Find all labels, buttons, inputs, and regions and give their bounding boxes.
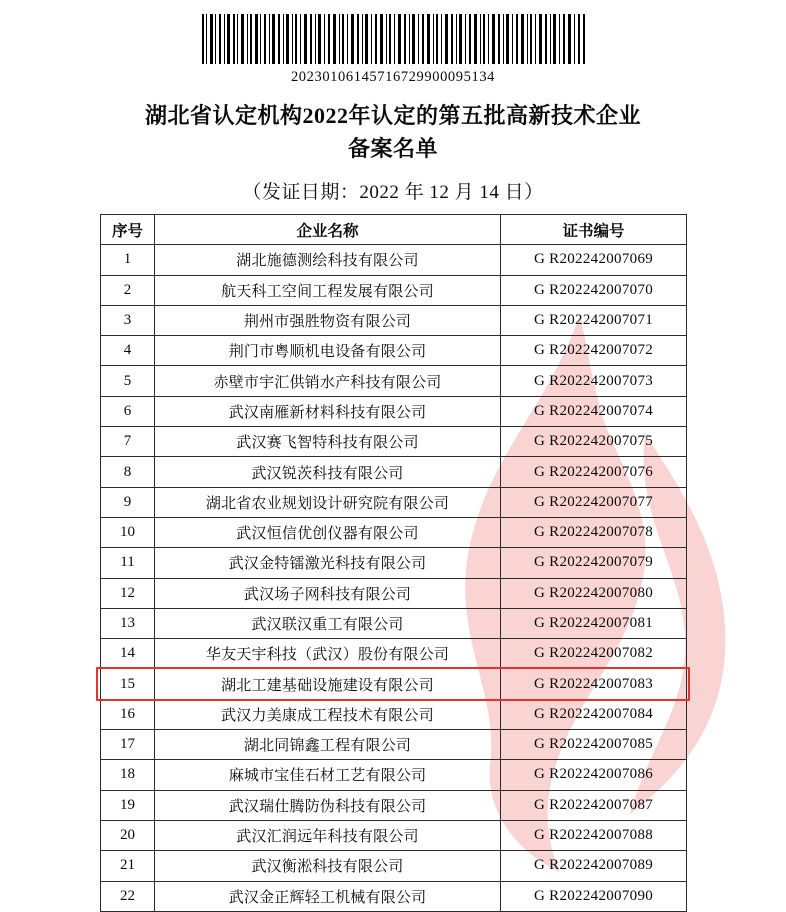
certificate-number-cell: G R202242007085 (501, 730, 687, 760)
enterprise-name-cell: 武汉力美康成工程技术有限公司 (155, 699, 501, 729)
enterprise-name-cell: 华友天宇科技（武汉）股份有限公司 (155, 639, 501, 669)
certificate-number-cell: G R202242007077 (501, 487, 687, 517)
row-index-cell: 3 (101, 305, 155, 335)
enterprise-name-cell: 武汉金特镭激光科技有限公司 (155, 548, 501, 578)
document-page (0, 14, 786, 909)
table-row (101, 245, 687, 275)
certificate-number-cell: G R202242007082 (501, 639, 687, 669)
column-header-certificate-number: 证书编号 (501, 215, 687, 245)
certificate-number-cell: G R202242007079 (501, 548, 687, 578)
row-index-cell: 7 (101, 427, 155, 457)
table-row (101, 881, 687, 911)
table-row (101, 275, 687, 305)
row-index-cell: 10 (101, 517, 155, 547)
certificate-number-cell: G R202242007076 (501, 457, 687, 487)
table-row (101, 730, 687, 760)
row-index-cell: 13 (101, 608, 155, 638)
enterprise-listing-table (100, 214, 687, 912)
enterprise-name-cell: 武汉金正辉轻工机械有限公司 (155, 881, 501, 911)
enterprise-name-cell: 武汉场子网科技有限公司 (155, 578, 501, 608)
certificate-number-cell: G R202242007088 (501, 820, 687, 850)
table-row (101, 699, 687, 729)
table-row (101, 548, 687, 578)
barcode-number: 20230106145716729900095134 (290, 69, 496, 85)
table-row (101, 760, 687, 790)
table-row (101, 427, 687, 457)
table-row (101, 608, 687, 638)
certificate-number-cell: G R202242007087 (501, 790, 687, 820)
table-row (101, 305, 687, 335)
enterprise-name-cell: 荆州市强胜物资有限公司 (155, 305, 501, 335)
enterprise-name-cell: 武汉南雁新材料科技有限公司 (155, 396, 501, 426)
table-row (101, 517, 687, 547)
row-index-cell: 11 (101, 548, 155, 578)
certificate-number-cell: G R202242007084 (501, 699, 687, 729)
certificate-number-cell: G R202242007074 (501, 396, 687, 426)
certificate-number-cell: G R202242007081 (501, 608, 687, 638)
enterprise-name-cell: 航天科工空间工程发展有限公司 (155, 275, 501, 305)
certificate-number-cell: G R202242007080 (501, 578, 687, 608)
row-index-cell: 14 (101, 639, 155, 669)
enterprise-name-cell: 武汉恒信优创仪器有限公司 (155, 517, 501, 547)
page-title: 湖北省认定机构2022年认定的第五批高新技术企业 (144, 103, 641, 128)
table-row (101, 851, 687, 881)
table-header-row (101, 215, 687, 245)
table-row (101, 790, 687, 820)
row-index-cell: 15 (101, 669, 155, 699)
table-row (101, 669, 687, 699)
row-index-cell: 21 (101, 851, 155, 881)
page-subtitle: 备案名单 (347, 136, 438, 161)
table-row (101, 639, 687, 669)
enterprise-name-cell: 武汉联汉重工有限公司 (155, 608, 501, 638)
enterprise-name-cell: 湖北工建基础设施建设有限公司 (155, 669, 501, 699)
row-index-cell: 8 (101, 457, 155, 487)
row-index-cell: 2 (101, 275, 155, 305)
row-index-cell: 9 (101, 487, 155, 517)
certificate-number-cell: G R202242007070 (501, 275, 687, 305)
row-index-cell: 22 (101, 881, 155, 911)
enterprise-name-cell: 武汉锐茨科技有限公司 (155, 457, 501, 487)
enterprise-name-cell: 湖北施德测绘科技有限公司 (155, 245, 501, 275)
row-index-cell: 5 (101, 366, 155, 396)
row-index-cell: 1 (101, 245, 155, 275)
column-header-index: 序号 (101, 215, 155, 245)
certificate-number-cell: G R202242007072 (501, 336, 687, 366)
enterprise-name-cell: 武汉汇润远年科技有限公司 (155, 820, 501, 850)
barcode-image (200, 14, 586, 64)
enterprise-name-cell: 武汉赛飞智特科技有限公司 (155, 427, 501, 457)
table-row (101, 457, 687, 487)
certificate-number-cell: G R202242007075 (501, 427, 687, 457)
table-row (101, 578, 687, 608)
column-header-enterprise-name: 企业名称 (155, 215, 501, 245)
row-index-cell: 6 (101, 396, 155, 426)
enterprise-name-cell: 荆门市粤顺机电设备有限公司 (155, 336, 501, 366)
document-content (0, 14, 786, 912)
enterprise-name-cell: 湖北省农业规划设计研究院有限公司 (155, 487, 501, 517)
certificate-number-cell: G R202242007089 (501, 851, 687, 881)
listing-table-wrapper (100, 214, 686, 912)
row-index-cell: 18 (101, 760, 155, 790)
certificate-number-cell: G R202242007083 (501, 669, 687, 699)
barcode-block (200, 14, 586, 86)
table-row (101, 487, 687, 517)
certificate-number-cell: G R202242007069 (501, 245, 687, 275)
table-body (101, 245, 687, 912)
certificate-number-cell: G R202242007073 (501, 366, 687, 396)
row-index-cell: 20 (101, 820, 155, 850)
table-row (101, 336, 687, 366)
table-row (101, 366, 687, 396)
certificate-number-cell: G R202242007086 (501, 760, 687, 790)
enterprise-name-cell: 麻城市宝佳石材工艺有限公司 (155, 760, 501, 790)
row-index-cell: 16 (101, 699, 155, 729)
row-index-cell: 4 (101, 336, 155, 366)
row-index-cell: 12 (101, 578, 155, 608)
enterprise-name-cell: 赤壁市宇汇供销水产科技有限公司 (155, 366, 501, 396)
row-index-cell: 19 (101, 790, 155, 820)
table-row (101, 396, 687, 426)
enterprise-name-cell: 武汉衡淞科技有限公司 (155, 851, 501, 881)
certificate-number-cell: G R202242007078 (501, 517, 687, 547)
certificate-number-cell: G R202242007071 (501, 305, 687, 335)
certificate-number-cell: G R202242007090 (501, 881, 687, 911)
row-index-cell: 17 (101, 730, 155, 760)
table-row (101, 820, 687, 850)
enterprise-name-cell: 湖北同锦鑫工程有限公司 (155, 730, 501, 760)
enterprise-name-cell: 武汉瑞仕腾防伪科技有限公司 (155, 790, 501, 820)
issue-date: （发证日期：2022 年 12 月 14 日） (242, 182, 544, 203)
